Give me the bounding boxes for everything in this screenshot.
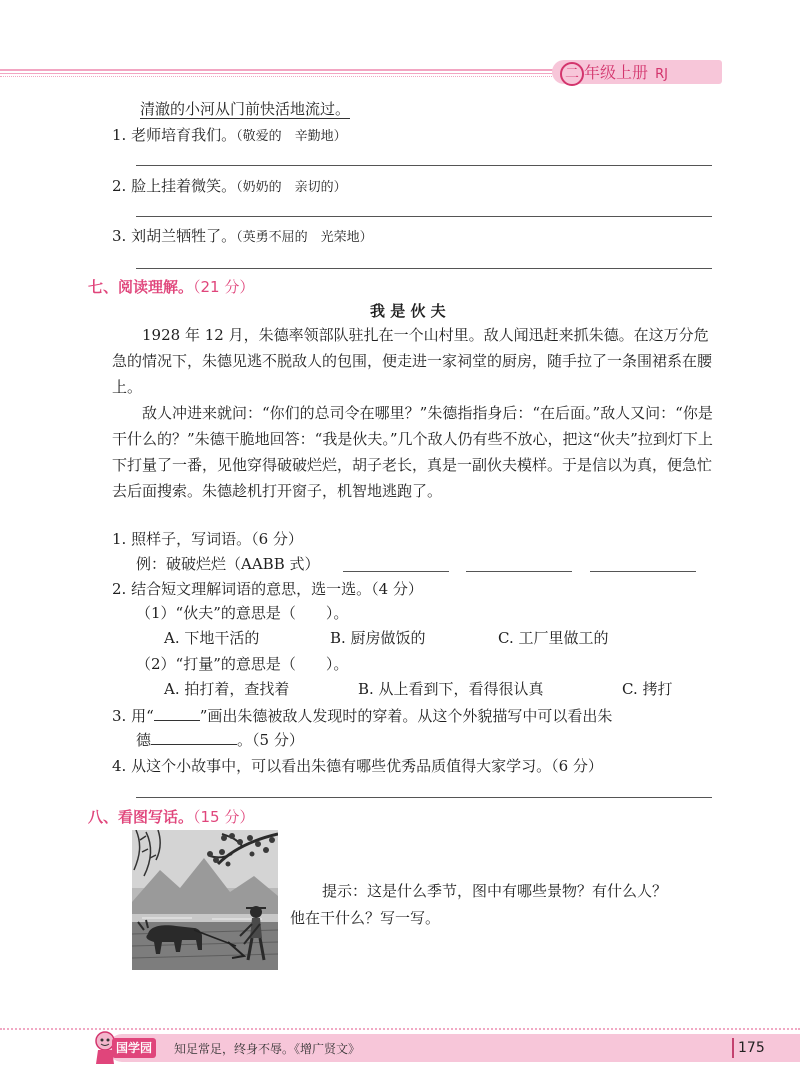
question-1-example: 例：破破烂烂（AABB 式） [136, 555, 320, 573]
question-4: 4. 从这个小故事中，可以看出朱德有哪些优秀品质值得大家学习。（6 分） [112, 757, 603, 775]
footer-quote: 知足常足，终身不辱。《增广贤文》 [174, 1042, 361, 1056]
passage-paragraph-2: 敌人冲进来就问：“你们的总司令在哪里？”朱德指指身后：“在后面。”敌人又问：“你是干什么的？”朱德干脆地回答：“我是伙夫。”几个敌人仍有些不放心，把这“伙夫”拉到灯下上下打量了一番，见他穿得破破烂烂，胡子老长，真是一副伙夫模样。于是信以为真，便急忙去后面搜索。朱德趁机打开窗子，机智地逃跑了。 [112, 404, 713, 500]
rewrite-item-2: 2. 脸上挂着微笑。（奶奶的 亲切的） [112, 177, 347, 195]
question-3-line2: 德 。（5 分） [136, 731, 304, 749]
footer-logo-text: 国学园 [112, 1038, 156, 1058]
farmer-ploughing-illustration [132, 830, 278, 970]
grade-text: 年级上册 [584, 63, 649, 82]
answer-line-1[interactable] [136, 165, 712, 166]
q2-sub1-option-b[interactable]: B. 厨房做饭的 [330, 629, 426, 647]
writing-prompt-line-1: 提示：这是什么季节，图中有哪些景物？有什么人？ [322, 882, 668, 900]
answer-line-2[interactable] [136, 216, 712, 217]
q1-blank-1[interactable] [343, 571, 449, 572]
section7-title: 七、阅读理解。（21 分） [88, 278, 255, 296]
answer-line-q4[interactable] [136, 797, 712, 798]
q2-sub2-option-b[interactable]: B. 从上看到下，看得很认真 [358, 680, 544, 698]
rewrite-item-3: 3. 刘胡兰牺牲了。（英勇不屈的 光荣地） [112, 227, 373, 245]
section8-title: 八、看图写话。（15 分） [88, 808, 255, 826]
question-3: 3. 用“ ”画出朱德被敌人发现时的穿着。从这个外貌描写中可以看出朱 [112, 707, 613, 725]
q3-answer-blank[interactable] [151, 744, 237, 745]
page-number-divider [732, 1038, 734, 1058]
example-sentence: 清澈的小河从门前快活地流过。 [140, 100, 351, 118]
edition-label: RJ [655, 67, 668, 82]
footer-dotted-rule [0, 1028, 800, 1030]
question-2-sub1: （1）“伙夫”的意思是（ ）。 [136, 604, 349, 622]
q1-blank-3[interactable] [590, 571, 696, 572]
passage-title: 我 是 伙 夫 [370, 302, 446, 320]
q3-underline-marker [154, 720, 200, 721]
q2-sub1-option-a[interactable]: A. 下地干活的 [164, 629, 260, 647]
passage-paragraph-1: 1928 年 12 月，朱德率领部队驻扎在一个山村里。敌人闻迅赶来抓朱德。在这万分危急的情况下，朱德见逃不脱敌人的包围，便走进一家祠堂的厨房，随手拉了一条围裙系在腰上。 [112, 326, 713, 396]
q2-sub1-option-c[interactable]: C. 工厂里做工的 [498, 629, 609, 647]
question-2-sub2: （2）“打量”的意思是（ ）。 [136, 655, 349, 673]
answer-line-3[interactable] [136, 268, 712, 269]
grade-label [560, 60, 668, 86]
question-1: 1. 照样子，写词语。（6 分） [112, 530, 303, 548]
grade-circle: 二 [560, 62, 584, 86]
q2-sub2-option-c[interactable]: C. 拷打 [622, 680, 673, 698]
page-number: 175 [738, 1040, 765, 1056]
q2-sub2-option-a[interactable]: A. 拍打着，查找着 [164, 680, 290, 698]
question-2: 2. 结合短文理解词语的意思，选一选。（4 分） [112, 580, 423, 598]
q1-blank-2[interactable] [466, 571, 572, 572]
rewrite-item-1: 1. 老师培育我们。（敬爱的 辛勤地） [112, 126, 347, 144]
header-band [0, 62, 800, 82]
writing-prompt-line-2: 他在干什么？写一写。 [290, 909, 441, 927]
